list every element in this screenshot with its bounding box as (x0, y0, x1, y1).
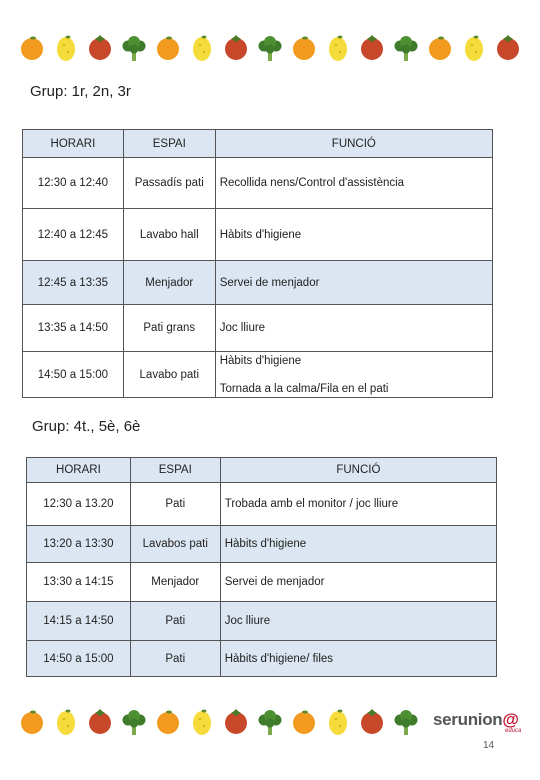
cell-horari: 12:45 a 13:35 (23, 261, 124, 305)
cell-horari: 14:15 a 14:50 (27, 602, 131, 641)
tomato-icon (89, 35, 111, 60)
orange-icon (293, 37, 315, 61)
header-funcio: FUNCIÓ (220, 458, 496, 483)
cell-espai: Menjador (123, 261, 215, 305)
orange-icon (293, 711, 315, 735)
table-row (27, 563, 497, 602)
orange-icon (21, 711, 43, 735)
cell-horari: 13:30 a 14:15 (27, 563, 131, 602)
cell-funcio: Joc lliure (220, 602, 496, 641)
cell-horari: 14:50 a 15:00 (23, 352, 124, 398)
cell-funcio (215, 352, 492, 398)
cell-espai: Passadís pati (123, 158, 215, 209)
group1-title: Grup: 1r, 2n, 3r (30, 83, 131, 100)
lemon-icon (57, 36, 75, 62)
cell-funcio: Joc lliure (215, 305, 492, 352)
tomato-icon (361, 35, 383, 60)
cell-funcio: Servei de menjador (215, 261, 492, 305)
cell-funcio: Hàbits d'higiene (215, 209, 492, 261)
tomato-icon (497, 35, 519, 60)
cell-horari: 14:50 a 15:00 (27, 641, 131, 677)
cell-espai: Menjador (130, 563, 220, 602)
cell-espai: Pati (130, 602, 220, 641)
group2-table (26, 457, 497, 677)
tomato-icon (89, 709, 111, 734)
broccoli-icon (123, 710, 146, 735)
orange-icon (21, 37, 43, 61)
table-row (27, 602, 497, 641)
orange-icon (157, 711, 179, 735)
cell-funcio: Servei de menjador (220, 563, 496, 602)
broccoli-icon (259, 710, 282, 735)
tomato-icon (225, 709, 247, 734)
table-row (23, 352, 493, 398)
cell-espai: Lavabo hall (123, 209, 215, 261)
lemon-icon (329, 36, 347, 62)
cell-funcio-line2: Tornada a la calma/Fila en el pati (219, 383, 389, 395)
table-row (23, 209, 493, 261)
table-row (27, 483, 497, 526)
cell-funcio: Recollida nens/Control d'assistència (215, 158, 492, 209)
group2-title: Grup: 4t., 5è, 6è (32, 418, 141, 435)
table-row (23, 158, 493, 209)
cell-espai: Lavabos pati (130, 526, 220, 563)
header-espai: ESPAI (130, 458, 220, 483)
cell-funcio-line1: Hàbits d'higiene (219, 355, 302, 367)
logo-subtitle: educa (505, 728, 522, 734)
cell-funcio: Hàbits d'higiene/ files (220, 641, 496, 677)
orange-icon (157, 37, 179, 61)
group2-header-row (27, 458, 497, 483)
cell-espai: Lavabo pati (123, 352, 215, 398)
header-horari: HORARI (27, 458, 131, 483)
broccoli-icon (395, 36, 418, 61)
group1-table (22, 129, 493, 398)
lemon-icon (193, 710, 211, 736)
serunion-logo (433, 710, 519, 730)
cell-funcio: Trobada amb el monitor / joc lliure (220, 483, 496, 526)
top-fruit-border (0, 30, 540, 66)
broccoli-icon (395, 710, 418, 735)
group1-header-row (23, 130, 493, 158)
cell-horari: 12:30 a 13.20 (27, 483, 131, 526)
logo-text: serunion (433, 710, 503, 729)
orange-icon (429, 37, 451, 61)
lemon-icon (329, 710, 347, 736)
lemon-icon (57, 710, 75, 736)
cell-espai: Pati grans (123, 305, 215, 352)
table-row (23, 305, 493, 352)
cell-funcio: Hàbits d'higiene (220, 526, 496, 563)
lemon-icon (465, 36, 483, 62)
cell-horari: 13:20 a 13:30 (27, 526, 131, 563)
cell-espai: Pati (130, 483, 220, 526)
page-number: 14 (483, 740, 495, 751)
tomato-icon (361, 709, 383, 734)
header-horari: HORARI (23, 130, 124, 158)
cell-horari: 12:30 a 12:40 (23, 158, 124, 209)
table-row (27, 641, 497, 677)
broccoli-icon (123, 36, 146, 61)
top-fruit-svg (0, 30, 540, 66)
broccoli-icon (259, 36, 282, 61)
cell-horari: 13:35 a 14:50 (23, 305, 124, 352)
header-funcio: FUNCIÓ (215, 130, 492, 158)
table-row (23, 261, 493, 305)
table-row (27, 526, 497, 563)
cell-espai: Pati (130, 641, 220, 677)
lemon-icon (193, 36, 211, 62)
tomato-icon (225, 35, 247, 60)
header-espai: ESPAI (123, 130, 215, 158)
logo-at-mark: @ (502, 710, 519, 729)
bottom-fruit-svg (0, 704, 420, 740)
cell-horari: 12:40 a 12:45 (23, 209, 124, 261)
